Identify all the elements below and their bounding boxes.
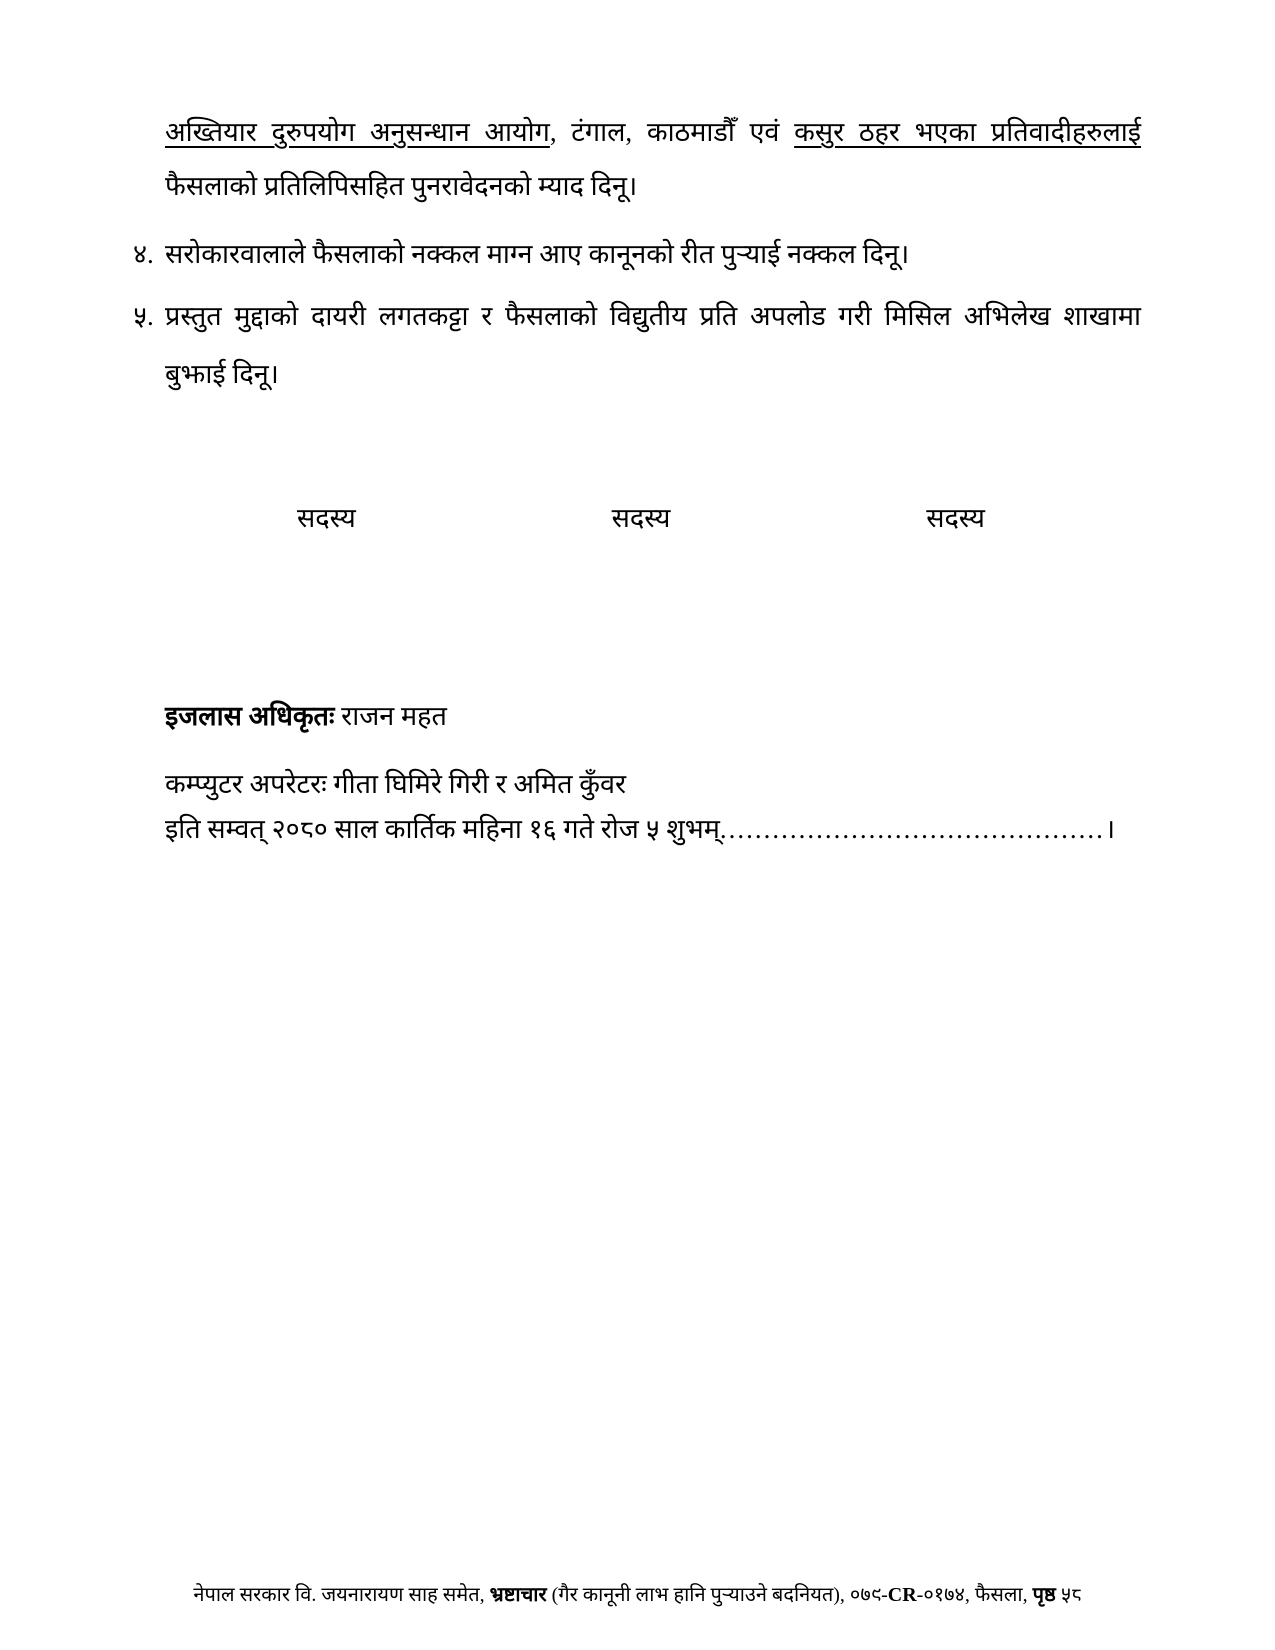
list-item-5-line1: प्रस्तुत मुद्दाको दायरी लगतकट्टा र फैसलाको विद्युतीय प्रति अपलोड गरी मिसिल अभिलेख शाखामा xyxy=(165,301,1141,331)
footer-page-number: ५८ xyxy=(1055,1584,1082,1606)
paragraph-continuation-line1 xyxy=(165,112,1141,152)
closing-dotted-rule: ............................................ xyxy=(719,814,1105,844)
signature-member-1: सदस्य xyxy=(297,503,356,533)
closing-danda: । xyxy=(1104,814,1116,844)
list-item-4-number: ४. xyxy=(133,239,154,269)
paragraph-middle-text: , टंगाल, काठमाडौँ एवं xyxy=(549,117,795,147)
footer-page-label: पृष्ठ xyxy=(1032,1584,1056,1606)
list-item-5 xyxy=(133,296,1141,336)
footer-case-number-rest: -०१७४, फैसला, xyxy=(916,1584,1033,1606)
paragraph-continuation-line2: फैसलाको प्रतिलिपिसहित पुनरावेदनको म्याद दिनू। xyxy=(165,171,638,201)
bench-officer-line xyxy=(165,696,1141,736)
underlined-phrase-commission: अख्तियार दुरुपयोग अनुसन्धान आयोग xyxy=(165,117,550,147)
list-item-4 xyxy=(133,234,1141,274)
closing-date-text: इति सम्वत् २०८० साल कार्तिक महिना १६ गते रोज ५ शुभम् xyxy=(165,814,720,844)
footer-charge-bold: भ्रष्टाचार xyxy=(489,1584,547,1606)
signature-member-2: सदस्य xyxy=(611,503,671,533)
underlined-phrase-convicted-defendants: कसुर ठहर भएका प्रतिवादीहरुलाई xyxy=(794,117,1142,147)
footer-case-number-cr: CR xyxy=(887,1584,917,1606)
list-item-5-number: ५. xyxy=(133,301,154,331)
closing-date-line xyxy=(165,809,1165,849)
list-item-5-line2: बुझाई दिनू। xyxy=(165,359,279,389)
signature-row xyxy=(297,498,985,538)
computer-operator-line: कम्प्युटर अपरेटरः गीता घिमिरे गिरी र अमित कुँवर xyxy=(165,769,627,799)
page-footer xyxy=(0,1580,1275,1610)
list-item-4-text: सरोकारवालाले फैसलाको नक्कल माग्न आए कानूनको रीत पुऱ्याई नक्कल दिनू। xyxy=(165,239,910,269)
signature-member-3: सदस्य xyxy=(926,503,985,533)
footer-case-parties: नेपाल सरकार वि. जयनारायण साह समेत, xyxy=(193,1584,490,1606)
bench-officer-label: इजलास अधिकृतः xyxy=(165,701,335,731)
footer-charge-detail: (गैर कानूनी लाभ हानि पुऱ्याउने बदनियत), ०७९- xyxy=(546,1584,888,1606)
bench-officer-name: राजन महत xyxy=(334,701,447,731)
